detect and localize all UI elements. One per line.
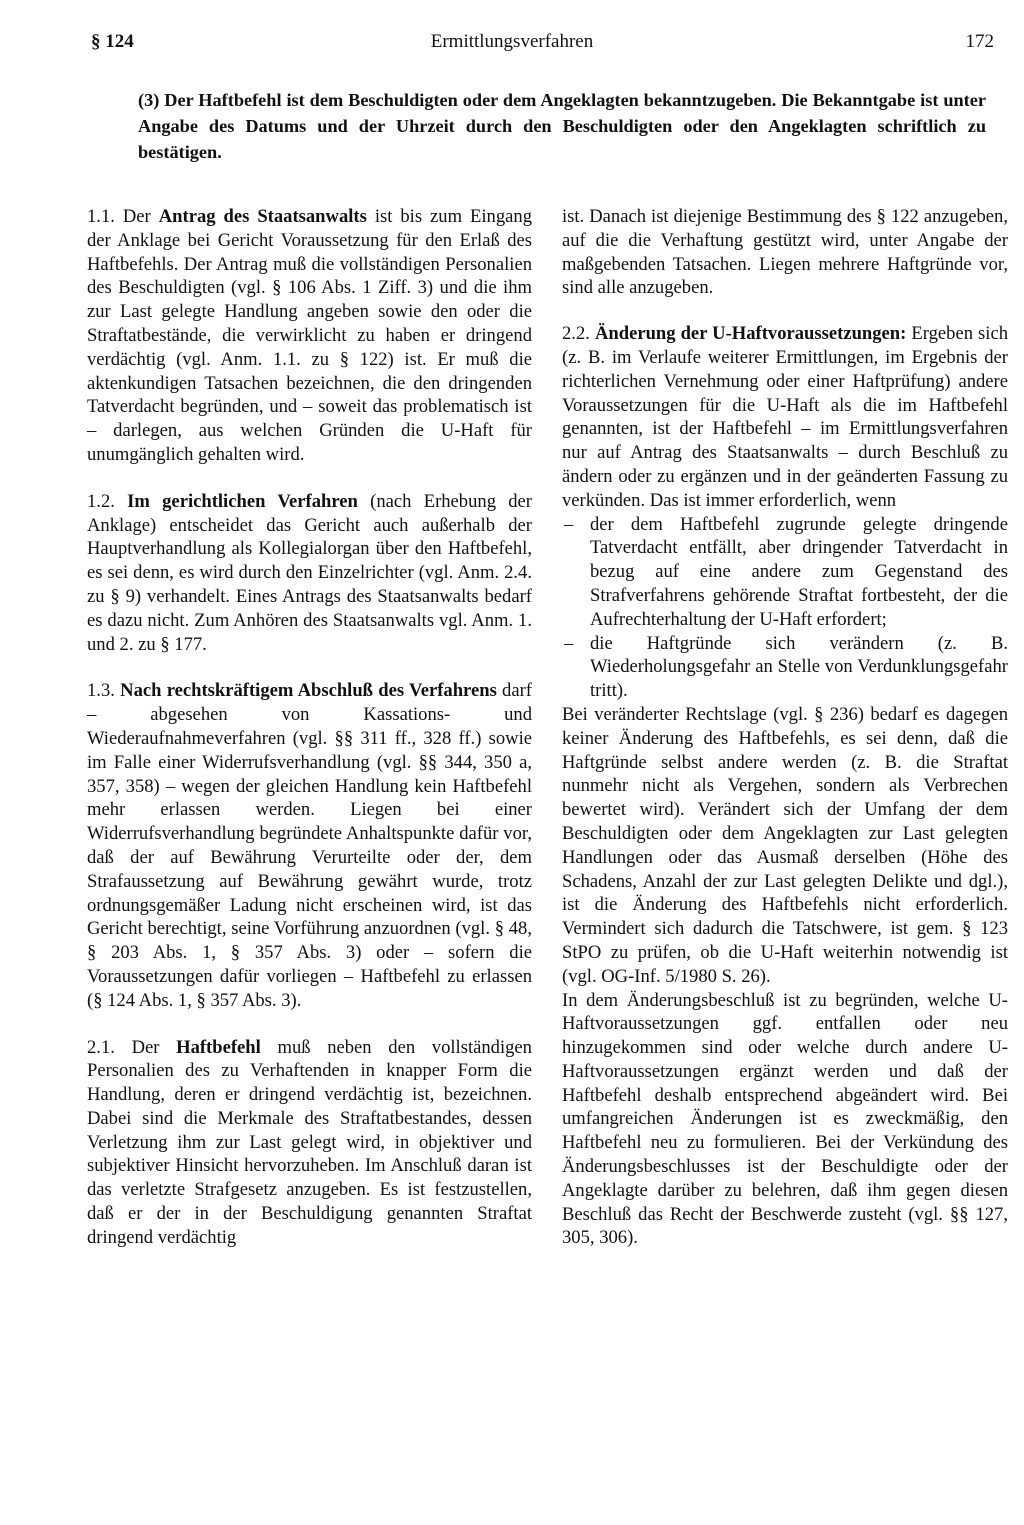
paragraph-heading: Änderung der U-Haftvoraussetzungen: — [594, 323, 907, 345]
paragraph-number: 1.2. — [87, 490, 115, 512]
paragraph-heading: Haftbefehl — [176, 1036, 261, 1058]
paragraph-heading: Antrag des Staatsanwalts — [158, 206, 367, 227]
paragraph-body: ist bis zum Eingang der Anklage bei Gericht Voraussetzung für den Erlaß des Haftbefehls. Der Antrag muß die vollständigen Personalien des Beschuldigten (vgl. § 106 Abs. 1 Ziff. 3) und die ihm zur Last gelegte Handlung angeben sowie den oder die Straftatbestände, die verwirklicht zu haben er dringend verdächtig (vgl. Anm. 1.1. zu § 122) ist. Er muß die aktenkundigen Tatsachen bezeichnen, die den dringenden Tatverdacht begründen, und – soweit das problematisch ist – darlegen, aus welchen Gründen die U-Haft für unumgänglich gehalten wird. — [87, 206, 532, 465]
paragraph-number: 2.2. — [562, 323, 590, 345]
paragraph-body: darf – abgesehen von Kassations- und Wiederaufnahmeverfahren (vgl. §§ 311 ff., 328 ff.) sowie im Falle einer Widerrufsverhandlung (vgl. §§ 344, 350 a, 357, 358) – wegen der gleichen Handlung kein Haftbefehl mehr erlassen werden. Liegen bei einer Widerrufsverhandlung begründete Anhaltspunkte dafür vor, daß der auf Bewährung Verurteilte oder der, dem Strafaussetzung auf Bewährung gewährt wurde, trotz ordnungsgemäßer Ladung nicht erscheinen wird, ist das Gericht berechtigt, seine Vorführung anzuordnen (vgl. § 48, § 203 Abs. 1, § 357 Abs. 3) oder – sofern die Voraussetzungen dafür vorliegen – Haftbefehl zu erlassen (§ 124 Abs. 1, § 357 Abs. 3). — [87, 680, 532, 1011]
paragraph-number: 1.3. — [87, 680, 115, 702]
paragraph-body: muß neben den vollständigen Personalien des zu Verhaftenden in knapper Form die Handlung, deren er dringend verdächtig ist, bezeichnen. Dabei sind die Merkmale des Straftatbestandes, dessen Verletzung ihm zur Last gelegt wird, in objektiver und subjektiver Hinsicht hervorzuheben. Im Anschluß daran ist das verletzte Strafgesetz anzugeben. Es ist festzustellen, daß er der in der Beschuldigung genannten Straftat dringend verdächtig — [87, 1036, 532, 1248]
paragraph-body: Ergeben sich (z. B. im Verlaufe weiterer Ermittlungen, im Ergebnis der richterlichen Vernehmung oder einer Haftprüfung) andere Voraussetzungen für die U-Haft als die im Haftbefehl genannten, ist der Haftbefehl – im Ermittlungsverfahren nur auf Antrag des Staatsanwalts – durch Beschluß zu ändern oder zu ergänzen und in der geänderten Fassung zu verkünden. Das ist immer erforderlich, wenn — [562, 323, 1009, 511]
paragraph-2-2 — [562, 322, 1008, 512]
paragraph-body: (nach Erhebung der Anklage) entscheidet das Gericht auch außerhalb der Hauptverhandlung als Kollegialorgan über den Haftbefehl, es sei denn, es wird durch den Einzelrichter (vgl. Anm. 2.4. zu § 9) verhandelt. Eines Antrags des Staatsanwalts bedarf es dazu nicht. Zum Anhören des Staatsanwalts vgl. Anm. 1. und 2. zu § 177. — [87, 490, 532, 655]
right-column — [562, 205, 1008, 1250]
paragraph-amendment-decision: In dem Änderungsbeschluß ist zu begründen, welche U-Haftvoraussetzungen ggf. entfallen oder neu hinzugekommen sind oder welche durch andere U-Haftvoraussetzungen ergänzt werden und daß der Haftbefehl deshalb entsprechend abgeändert wird. Bei umfangreichen Änderungen ist es zweckmäßig, den Haftbefehl neu zu formulieren. Bei der Verkündung des Änderungsbeschlusses ist der Beschuldigte oder der Angeklagte darüber zu belehren, daß ihm gegen diesen Beschluß das Recht der Beschwerde zusteht (vgl. §§ 127, 305, 306). — [562, 989, 1008, 1249]
paragraph-legal-situation: Bei veränderter Rechtslage (vgl. § 236) bedarf es dagegen keiner Änderung des Haftbefehls, es sei denn, daß die Haftgründe selbst andere werden (z. B. die Straftat nunmehr nicht als Vergehen, sondern als Verbrechen bewertet wird). Verändert sich der Umfang der dem Beschuldigten oder dem Angeklagten zur Last gelegten Handlungen oder das Ausmaß derselben (Höhe des Schadens, Anzahl der zur Last gelegten Delikte und dgl.), ist die Änderung des Haftbefehls nicht erforderlich. Vermindert sich dadurch die Tatschwere, ist gem. § 123 StPO zu prüfen, ob die U-Haft weiterhin notwendig ist (vgl. OG-Inf. 5/1980 S. 26). — [562, 703, 1008, 987]
section-number: § 124 — [91, 31, 134, 52]
paragraph-1-1 — [87, 205, 532, 467]
left-column — [87, 205, 532, 1250]
paragraph-2-1-continued: ist. Danach ist diejenige Bestimmung des § 122 anzugeben, auf die die Verhaftung gestützt wird, unter Angabe der maßgebenden Tatsachen. Liegen mehrere Haftgründe vor, sind alle anzugeben. — [562, 206, 1008, 299]
paragraph-1-3 — [87, 679, 532, 1012]
paragraph-lead: Der — [131, 1036, 177, 1058]
statute-text: (3) Der Haftbefehl ist dem Beschuldigten oder dem Angeklagten bekanntzugeben. Die Bekanntgabe ist unter Angabe des Datums und der Uhrzeit durch den Beschuldigten oder den Angeklagten schriftlich zu bestätigen. — [138, 90, 986, 162]
paragraph-1-2 — [87, 490, 532, 657]
paragraph-2-1 — [87, 1036, 532, 1250]
page-number: 172 — [965, 31, 994, 52]
paragraph-number: 1.1. — [87, 206, 115, 227]
paragraph-heading: Nach rechtskräftigem Abschluß des Verfahrens — [120, 680, 497, 702]
paragraph-lead: Der — [122, 206, 159, 227]
list-item: – die Haftgründe sich verändern (z. B. Wiederholungsgefahr an Stelle von Verdunklungsgefahr tritt). — [562, 632, 1008, 703]
paragraph-heading: Im gerichtlichen Verfahren — [127, 490, 358, 512]
condition-list — [562, 513, 1008, 703]
list-item: – der dem Haftbefehl zugrunde gelegte dringende Tatverdacht entfällt, aber dringender Tatverdacht in bezug auf eine andere zum Gegenstand des Strafverfahrens gehörende Straftat fortbesteht, der die Aufrechterhaltung der U-Haft erfordert; — [562, 513, 1008, 632]
running-title: Ermittlungsverfahren — [430, 31, 594, 52]
paragraph-number: 2.1. — [87, 1036, 115, 1058]
